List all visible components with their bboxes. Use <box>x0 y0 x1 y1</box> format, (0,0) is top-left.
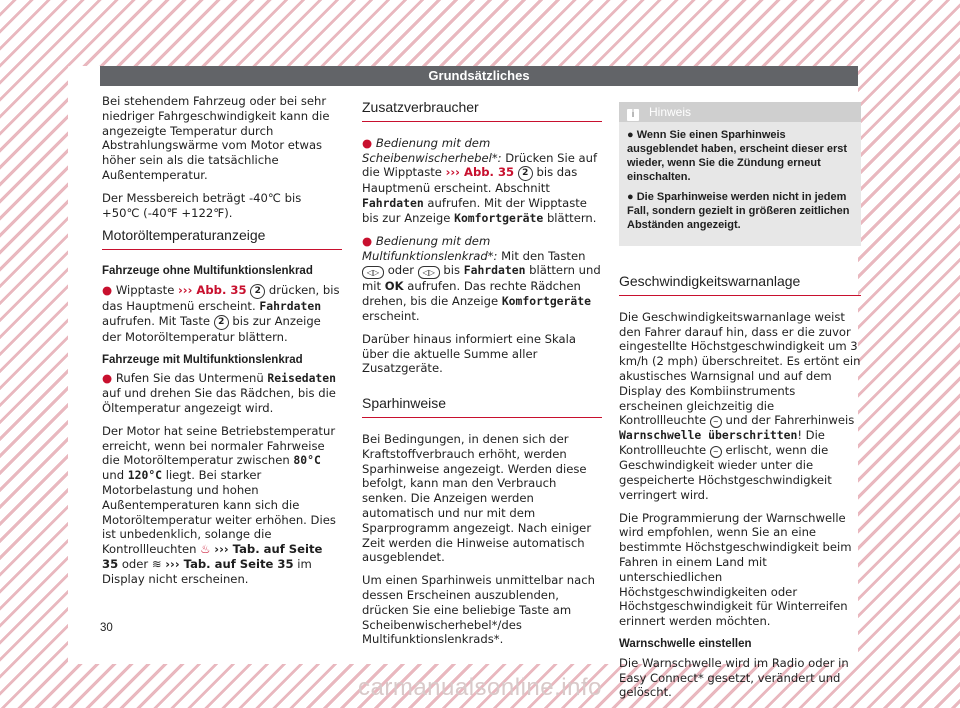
paragraph: Der Messbereich beträgt -40℃ bis +50℃ (-40℉ +122℉). <box>102 190 302 220</box>
subheading: Warnschwelle einstellen <box>619 637 752 650</box>
list-item: ● Die Sparhinweise werden nicht in jedem Fall, sondern gezielt in größeren zeitlichen Abständen angezeigt. <box>627 191 850 231</box>
info-icon: i <box>627 109 639 121</box>
column-right <box>619 102 861 708</box>
menu-name: Reisedaten <box>267 371 336 386</box>
hint-body <box>619 122 861 246</box>
scroll-up-button-icon: ◁▷ <box>362 266 384 279</box>
table-reference-link[interactable]: ››› Tab. auf Seite 35 <box>165 556 294 571</box>
bullet-icon: ● <box>102 282 113 297</box>
list-item: ● Rufen Sie das Untermenü Reisedaten auf und drehen Sie das Rädchen, bis die Öltemperatur angezeigt wird. <box>102 371 336 415</box>
column-left <box>102 94 342 595</box>
speed-warning-lamp-icon: ~ <box>710 416 722 428</box>
paragraph: Bei Bedingungen, in denen sich der Kraftstoffverbrauch erhöht, werden Sparhinweise angezeigt. Werden diese befolgt, kann man den Verbrauch senken. Die Anzeigen werden automatisch und nur mit dem Sparprogramm angezeigt. Nach einiger Zeit werden die Hinweise automatisch ausgeblendet. <box>362 431 592 565</box>
figure-reference-link[interactable]: ››› Abb. 35 <box>445 165 515 180</box>
hint-header: i Hinweis <box>619 102 861 122</box>
bullet-icon: ● <box>627 129 634 141</box>
oil-level-icon: ≋ <box>151 556 162 571</box>
oil-lamp-icon: ♨ <box>200 542 211 557</box>
paragraph: Darüber hinaus informiert eine Skala über die aktuelle Summe aller Zusatzgeräte. <box>362 331 576 376</box>
list-item: ● Wipptaste ››› Abb. 35 2 drücken, bis das Hauptmenü erscheint. Fahrdaten aufrufen. Mit Taste 2 bis zur Anzeige der Motoröltemperatur blättern. <box>102 282 340 344</box>
section-title-auxiliary-consumers: Zusatzverbraucher <box>362 100 602 122</box>
figure-reference-link[interactable]: ››› Abb. 35 <box>178 282 247 297</box>
callout-number: 2 <box>518 166 533 181</box>
bullet-icon: ● <box>362 135 373 150</box>
speed-warning-lamp-icon: ~ <box>710 446 722 458</box>
paragraph: Bei stehendem Fahrzeug oder bei sehr niedriger Fahrgeschwindigkeit kann die angezeigte Temperatur durch Abstrahlungswärme vom Motor etwas höher sein als die tatsächliche Außentemperatur. <box>102 94 330 182</box>
scroll-down-button-icon: ◁▷ <box>418 266 440 279</box>
table-reference-link[interactable]: ››› Tab. auf Seite 35 <box>102 542 323 571</box>
paragraph: Der Motor hat seine Betriebstemperatur erreicht, wenn bei normaler Fahrweise die Motoröltemperatur zwischen 80°C und 120°C liegt. Bei starker Motorbelastung und hohen Außentemperaturen kann sich die Motoröltemperatur weiter erhöhen. Dies ist unbedenklich, solange die Kontrollleuchten ♨ ››› Tab. auf Seite 35 oder ≋ ››› Tab. auf Seite 35 im Display nicht erscheinen. <box>102 423 336 586</box>
bullet-icon: ● <box>102 371 113 386</box>
callout-number: 2 <box>214 315 229 330</box>
column-middle <box>362 100 602 655</box>
subheading: Fahrzeuge mit Multifunktionslenkrad <box>102 353 303 366</box>
bullet-icon: ● <box>627 191 634 203</box>
paragraph: Die Geschwindigkeitswarnanlage weist den Fahrer darauf hin, dass er die zuvor eingestellte Höchstgeschwindigkeit um 3 km/h (2 mph) überschreitet. Es ertönt ein akustisches Warnsignal und auf dem Display des Kombiinstruments erscheinen gleichzeitig die Kontrollleuchte ~ und der Fahrerhinweis Warnschwelle überschritten! Die Kontrollleuchte ~ erlischt, wenn die Geschwindigkeit wieder unter die gespeicherte Höchstgeschwindigkeit verringert wird. <box>619 309 861 502</box>
section-title-speed-warning: Geschwindigkeitswarnanlage <box>619 274 861 296</box>
callout-number: 2 <box>250 284 265 299</box>
hint-box <box>619 102 861 246</box>
watermark: carmanualsonline.info <box>358 674 602 701</box>
paragraph: Die Warnschwelle wird im Radio oder in Easy Connect* gesetzt, verändert und gelöscht. <box>619 655 849 700</box>
list-item: ● Bedienung mit dem Multifunktionslenkrad*: Mit den Tasten ◁▷ oder ◁▷ bis Fahrdaten blättern und mit OK aufrufen. Das rechte Rädchen drehen, bis die Anzeige Komfortgeräte erscheint. <box>362 233 601 323</box>
section-title-oil-temperature: Motoröltemperaturanzeige <box>102 228 342 250</box>
menu-name: Fahrdaten <box>259 298 322 313</box>
paragraph: Die Programmierung der Warnschwelle wird empfohlen, wenn Sie an eine bestimmte Höchstgeschwindigkeit beim Fahren in einem Land mit unterschiedlichen Höchstgeschwindigkeiten oder Höchstgeschwindigkeit für Winterreifen erinnert werden möchten. <box>619 510 852 629</box>
list-item: ● Bedienung mit dem Scheibenwischerhebel*: Drücken Sie auf die Wipptaste ››› Abb. 35 2 bis das Hauptmenü erscheint. Abschnitt Fahrdaten aufrufen. Mit der Wipptaste bis zur Anzeige Komfortgeräte blättern. <box>362 135 598 225</box>
list-item: ● Wenn Sie einen Sparhinweis ausgeblendet haben, erscheint dieser erst wieder, wenn Sie die Zündung erneut einschalten. <box>627 129 848 183</box>
subheading: Fahrzeuge ohne Multifunktionslenkrad <box>102 265 313 278</box>
paragraph: Um einen Sparhinweis unmittelbar nach dessen Erscheinen auszublenden, drücken Sie eine beliebige Taste am Scheibenwischerhebel*/des Multifunktionslenkrads*. <box>362 573 595 647</box>
bullet-icon: ● <box>362 233 373 248</box>
section-title-saving-tips: Sparhinweise <box>362 396 602 418</box>
page-header: Grundsätzliches <box>100 66 858 86</box>
page-number: 30 <box>100 622 113 634</box>
